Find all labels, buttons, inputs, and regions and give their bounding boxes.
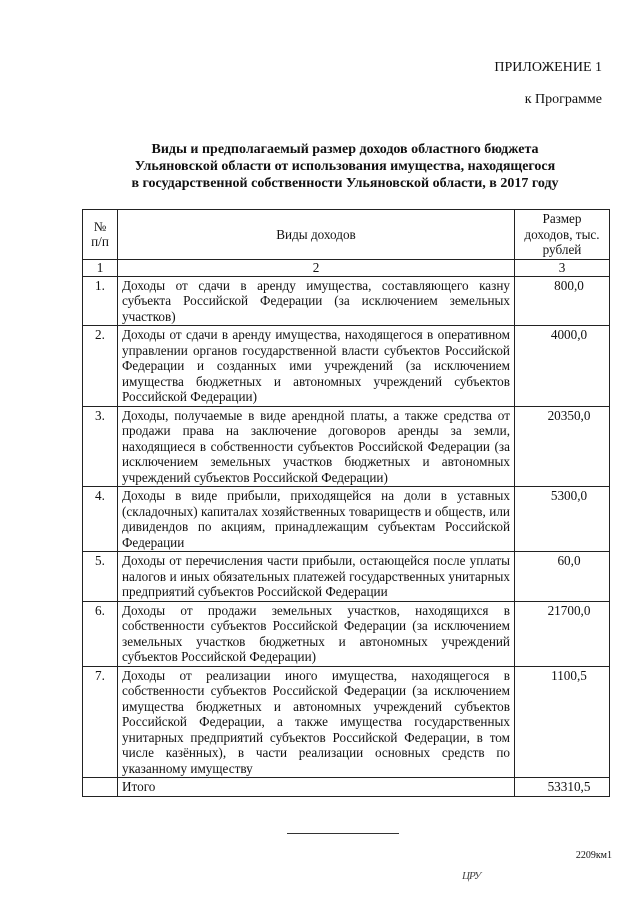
total-value: 53310,5	[515, 778, 610, 797]
row-value: 4000,0	[515, 326, 610, 407]
column-index: 3	[515, 259, 610, 276]
row-value: 60,0	[515, 552, 610, 602]
row-value: 5300,0	[515, 487, 610, 552]
row-description: Доходы от сдачи в аренду имущества, находящегося в оперативном управлении органов государственной власти субъектов Российской Федерации и созданных ими учреждений (за исключением имущества бюджетных и автономных учреждений субъектов Российской Федерации)	[118, 326, 515, 407]
column-index: 2	[118, 259, 515, 276]
header-desc: Виды доходов	[118, 210, 515, 260]
title-line: в государственной собственности Ульяновской области, в 2017 году	[131, 176, 559, 191]
row-value: 20350,0	[515, 406, 610, 487]
header-num: № п/п	[83, 210, 118, 260]
table-row	[83, 487, 610, 552]
program-reference: к Программе	[524, 92, 602, 107]
column-index: 1	[83, 259, 118, 276]
table-row	[83, 601, 610, 666]
document-title	[80, 141, 610, 192]
table-row	[83, 552, 610, 602]
row-number: 4.	[83, 487, 118, 552]
row-number: 3.	[83, 406, 118, 487]
handwritten-mark: ЦРУ	[462, 870, 481, 882]
annex-label: ПРИЛОЖЕНИЕ 1	[494, 60, 602, 75]
row-number: 2.	[83, 326, 118, 407]
row-value: 21700,0	[515, 601, 610, 666]
title-line: Виды и предполагаемый размер доходов областного бюджета	[151, 142, 539, 157]
row-number: 7.	[83, 666, 118, 778]
row-number: 6.	[83, 601, 118, 666]
total-row	[83, 778, 610, 797]
title-line: Ульяновской области от использования имущества, находящегося	[134, 159, 556, 174]
total-num-cell	[83, 778, 118, 797]
table-row	[83, 326, 610, 407]
row-value: 1100,5	[515, 666, 610, 778]
table-row	[83, 276, 610, 326]
row-description: Доходы от сдачи в аренду имущества, составляющего казну субъекта Российской Федерации (за исключением земельных участков)	[118, 276, 515, 326]
row-description: Доходы от перечисления части прибыли, остающейся после уплаты налогов и иных обязательных платежей государственных унитарных предприятий субъектов Российской Федерации	[118, 552, 515, 602]
row-value: 800,0	[515, 276, 610, 326]
table-row	[83, 406, 610, 487]
row-description: Доходы в виде прибыли, приходящейся на доли в уставных (складочных) капиталах хозяйственных товариществ и обществ, или дивидендов по акциям, принадлежащим субъектам Российской Федерации	[118, 487, 515, 552]
row-number: 5.	[83, 552, 118, 602]
column-index-row	[83, 259, 610, 276]
document-code: 2209км1	[575, 850, 612, 861]
footer-divider	[287, 833, 399, 834]
table-row	[83, 666, 610, 778]
row-description: Доходы от реализации иного имущества, находящегося в собственности субъектов Российской Федерации (за исключением имущества бюджетных и автономных учреждений субъектов Российской Федерации, а также имущества государственных унитарных предприятий субъектов Российской Федерации, в том числе казённых), в части реализации основных средств по указанному имуществу	[118, 666, 515, 778]
table-header-row	[83, 210, 610, 260]
total-label: Итого	[118, 778, 515, 797]
row-description: Доходы от продажи земельных участков, находящихся в собственности субъектов Российской Федерации (за исключением земельных участков бюджетных и автономных учреждений субъектов Российской Федерации)	[118, 601, 515, 666]
header-size: Размер доходов, тыс. рублей	[515, 210, 610, 260]
row-description: Доходы, получаемые в виде арендной платы, а также средства от продажи права на заключение договоров аренды за земли, находящиеся в собственности субъектов Российской Федерации (за исключением земельных участков бюджетных и автономных учреждений субъектов Российской Федерации)	[118, 406, 515, 487]
row-number: 1.	[83, 276, 118, 326]
income-table	[82, 209, 610, 797]
